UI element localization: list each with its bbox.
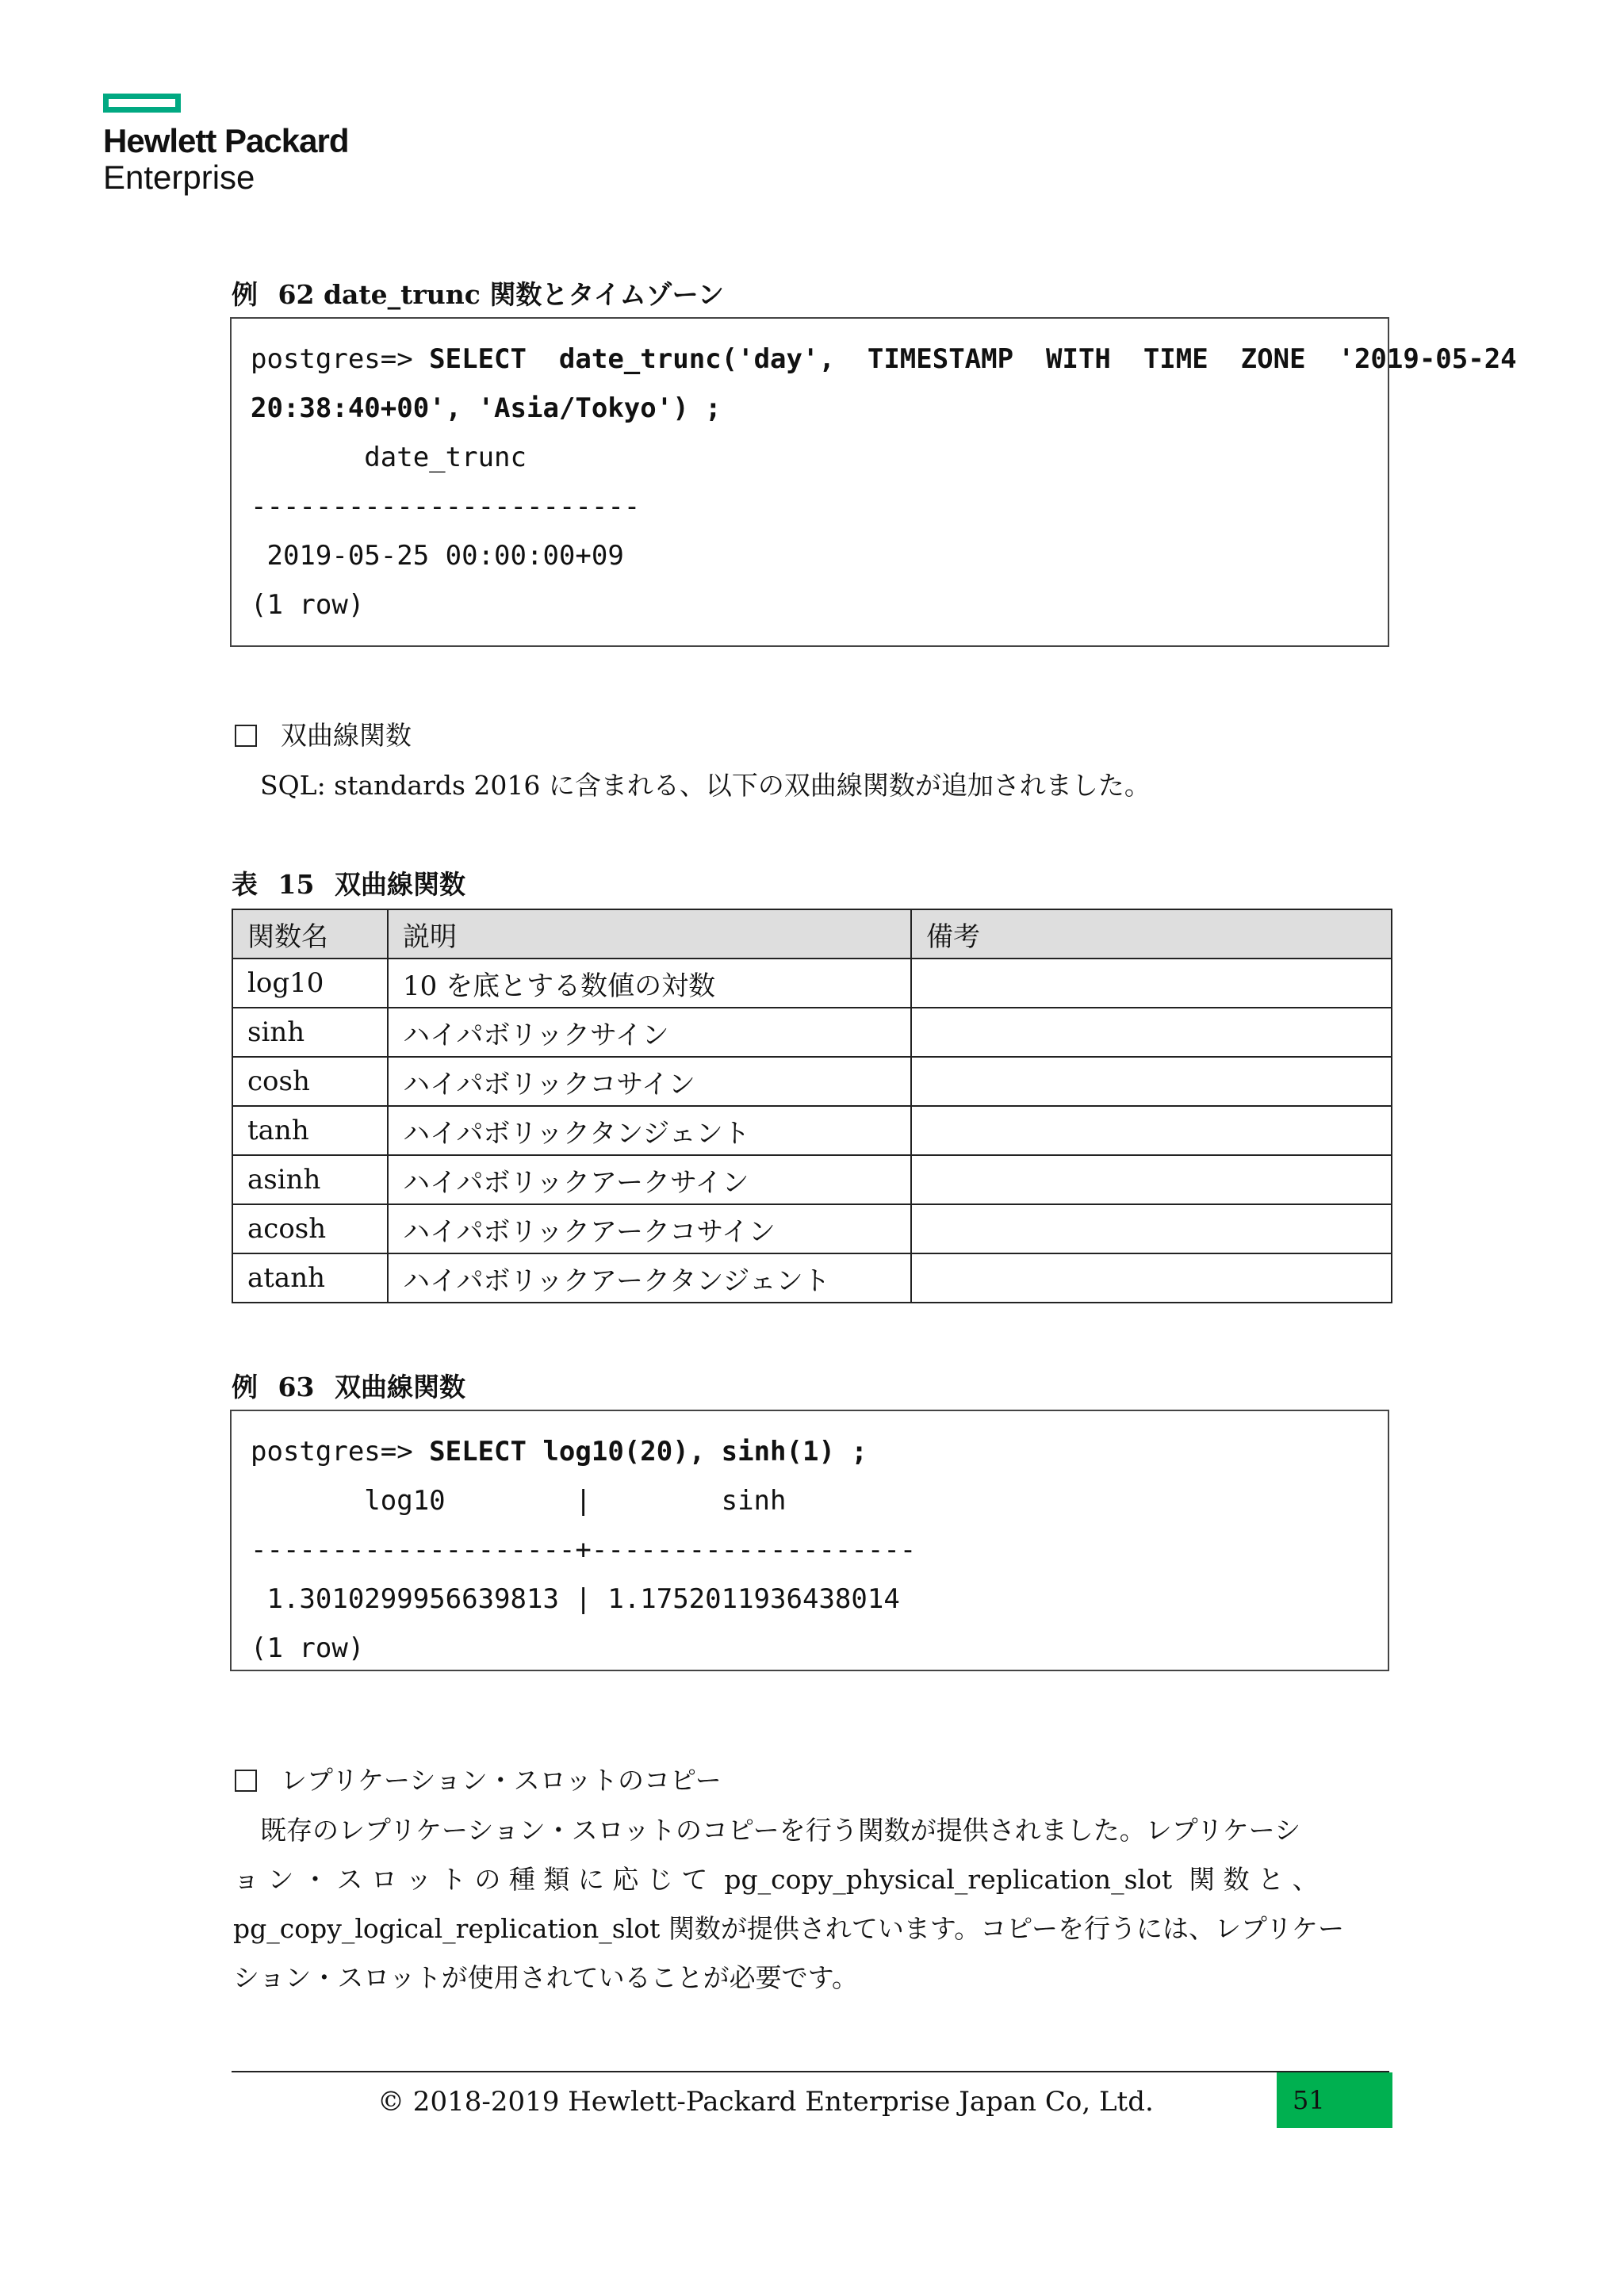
function-desc-cell: ハイパボリックアークサイン <box>388 1155 911 1204</box>
function-note-cell <box>911 1204 1392 1253</box>
example63-caption <box>232 1372 465 1403</box>
replication-paragraph-line: 既存のレプリケーション・スロットのコピーを行う関数が提供されました。レプリケーシ <box>260 1815 1301 1846</box>
example62-code-box <box>230 317 1517 647</box>
table-row <box>232 1057 1392 1106</box>
footer-divider <box>232 2071 1389 2072</box>
table-row <box>232 959 1392 1008</box>
table-header-cell: 備考 <box>911 909 1392 959</box>
page-number: 51 <box>1277 2072 1392 2128</box>
section-heading-hyperbolic <box>235 720 412 752</box>
caption-text: 双曲線関数 <box>334 869 465 900</box>
code-query-continuation: 20:38:40+00', 'Asia/Tokyo') ; <box>251 392 722 424</box>
example63-code-box <box>230 1410 1389 1671</box>
function-desc-cell: ハイパボリックサイン <box>388 1008 911 1057</box>
caption-number: 15 <box>278 869 315 900</box>
code-result-value: 1.3010299956639813 | 1.1752011936438014 <box>251 1583 900 1615</box>
function-desc-cell: 10 を底とする数値の対数 <box>388 959 911 1008</box>
function-note-cell <box>911 1253 1392 1303</box>
code-row-count: (1 row) <box>251 589 365 621</box>
footer-copyright: © 2018-2019 Hewlett-Packard Enterprise Japan Co, Ltd. <box>377 2086 1154 2118</box>
code-separator: ------------------------ <box>251 491 641 522</box>
table-row <box>232 1008 1392 1057</box>
function-desc-cell: ハイパボリックアークタンジェント <box>388 1253 911 1303</box>
code-query: SELECT date_trunc('day', TIMESTAMP WITH TIME ZONE '2019-05-24 <box>412 343 1517 375</box>
function-name-cell: asinh <box>232 1155 388 1204</box>
caption-prefix: 表 <box>232 869 258 900</box>
table-header-row <box>232 909 1392 959</box>
hpe-logo <box>103 94 348 195</box>
caption-text: 双曲線関数 <box>334 1372 465 1402</box>
function-desc-cell: ハイパボリックアークコサイン <box>388 1204 911 1253</box>
hyperbolic-functions-table <box>232 909 1392 1303</box>
function-desc-cell: ハイパボリックコサイン <box>388 1057 911 1106</box>
table-row <box>232 1106 1392 1155</box>
checkbox-bullet-icon <box>235 725 257 747</box>
function-name-cell: cosh <box>232 1057 388 1106</box>
replication-paragraph-line: pg_copy_logical_replication_slot 関数が提供されています。コピーを行うには、レプリケー <box>233 1913 1344 1944</box>
table-row <box>232 1155 1392 1204</box>
table-row <box>232 1253 1392 1303</box>
function-name-cell: atanh <box>232 1253 388 1303</box>
code-separator: --------------------+-------------------- <box>251 1534 917 1566</box>
table15-caption <box>232 869 465 901</box>
caption-prefix: 例 <box>232 279 258 310</box>
section-heading-replication <box>235 1765 722 1797</box>
section-heading-text: 双曲線関数 <box>281 720 412 751</box>
code-query: SELECT log10(20), sinh(1) ; <box>412 1436 868 1468</box>
function-name-cell: log10 <box>232 959 388 1008</box>
function-note-cell <box>911 1057 1392 1106</box>
section-heading-text: レプリケーション・スロットのコピー <box>281 1765 722 1796</box>
table-row <box>232 1204 1392 1253</box>
caption-number: 62 <box>278 279 315 310</box>
replication-paragraph-line: ション・スロットが使用されていることが必要です。 <box>233 1962 859 1993</box>
code-query-line <box>251 335 1517 384</box>
checkbox-bullet-icon <box>235 1770 257 1792</box>
table-header-cell: 関数名 <box>232 909 388 959</box>
table-header-cell: 説明 <box>388 909 911 959</box>
function-name-cell: sinh <box>232 1008 388 1057</box>
function-name-cell: tanh <box>232 1106 388 1155</box>
function-desc-cell: ハイパボリックタンジェント <box>388 1106 911 1155</box>
code-query-line <box>251 1427 1370 1476</box>
hpe-logo-element-icon <box>103 94 181 113</box>
function-name-cell: acosh <box>232 1204 388 1253</box>
hyperbolic-intro-paragraph: SQL: standards 2016 に含まれる、以下の双曲線関数が追加されました。 <box>260 770 1151 801</box>
example62-caption <box>232 279 724 311</box>
function-note-cell <box>911 1155 1392 1204</box>
code-result-header: log10 | sinh <box>251 1485 787 1517</box>
caption-number: 63 <box>278 1372 315 1402</box>
function-note-cell <box>911 1008 1392 1057</box>
code-result-value: 2019-05-25 00:00:00+09 <box>251 540 624 572</box>
code-prompt: postgres=> <box>251 343 413 375</box>
function-note-cell <box>911 1106 1392 1155</box>
replication-paragraph-line: ョ ン ・ ス ロ ッ ト の 種 類 に 応 じ て pg_copy_physical_replication_slot 関 数 と 、 <box>233 1864 1319 1895</box>
code-row-count: (1 row) <box>251 1632 365 1664</box>
caption-text: date_trunc 関数とタイムゾーン <box>323 279 725 310</box>
code-result-header: date_trunc <box>251 442 527 473</box>
function-note-cell <box>911 959 1392 1008</box>
caption-prefix: 例 <box>232 1372 258 1402</box>
code-prompt: postgres=> <box>251 1436 413 1468</box>
logo-line2: Enterprise <box>103 159 255 196</box>
logo-line1: Hewlett Packard <box>103 122 349 159</box>
